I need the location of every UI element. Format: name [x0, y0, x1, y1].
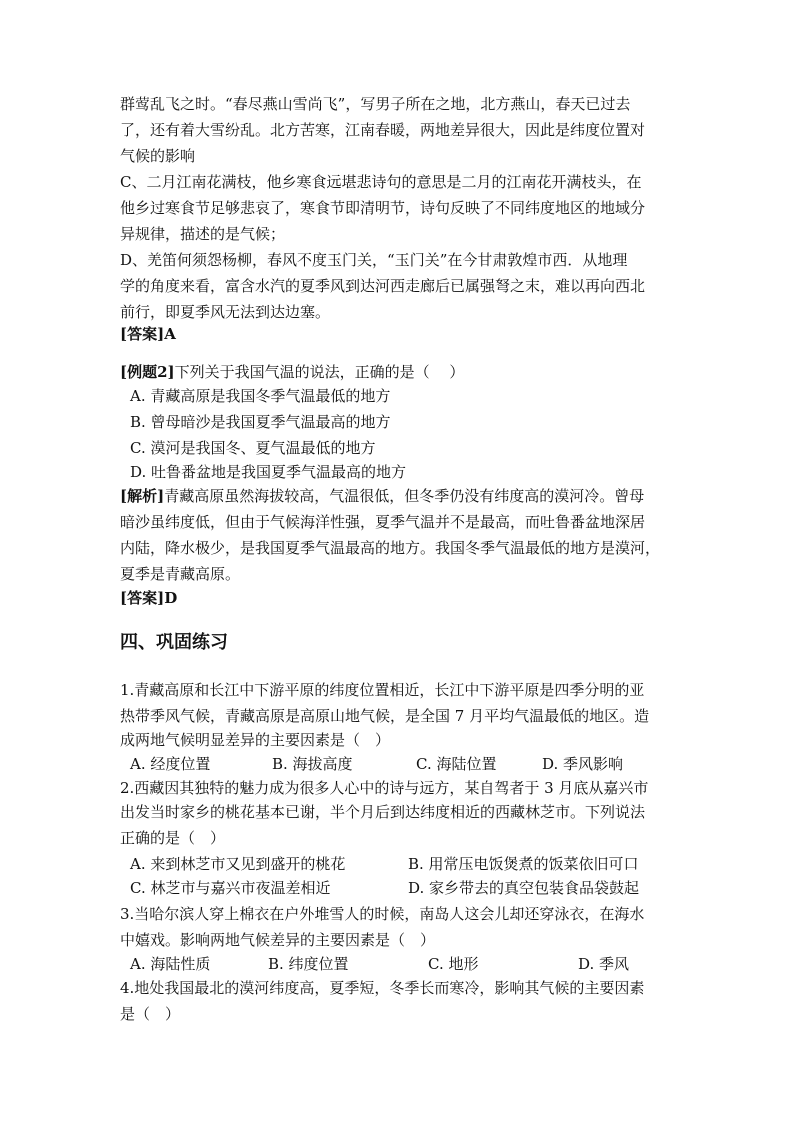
q2-option-d: D. 家乡带去的真空包装食品袋鼓起	[408, 879, 640, 897]
example2-tag: [例题2]	[120, 363, 175, 381]
intro-answer	[120, 322, 176, 346]
example2-question-text: 下列关于我国气温的说法，正确的是（ ）	[174, 363, 465, 381]
example2-analysis-line-4: 夏季是青藏高原。	[120, 565, 241, 583]
q3-line-1: 3.当哈尔滨人穿上棉衣在户外堆雪人的时候，南岛人这会儿却还穿泳衣，在海水	[120, 905, 645, 923]
q1-option-c: C. 海陆位置	[416, 755, 497, 773]
answer-value: D	[164, 589, 178, 607]
intro-line-4: C、二月江南花满枝，他乡寒食远堪悲诗句的意思是二月的江南花开满枝头，在	[120, 173, 642, 191]
intro-line-5: 他乡过寒食节足够悲哀了，寒食节即清明节，诗句反映了不同纬度地区的地域分	[120, 199, 646, 217]
answer-value: A	[164, 325, 176, 343]
q3-line-2: 中嬉戏。影响两地气候差异的主要因素是（ ）	[120, 931, 436, 949]
example2-analysis-line-2: 暗沙虽纬度低，但由于气候海洋性强，夏季气温并不是最高，而吐鲁番盆地深居	[120, 513, 646, 531]
example2-analysis-line-3: 内陆，降水极少，是我国夏季气温最高的地方。我国冬季气温最低的地方是漠河，	[120, 539, 661, 557]
q2-option-a: A. 来到林芝市又见到盛开的桃花	[130, 855, 346, 873]
intro-line-3: 气候的影响	[120, 147, 196, 165]
q3-option-a: A. 海陆性质	[130, 955, 211, 973]
intro-line-6: 异规律，描述的是气候；	[120, 225, 286, 243]
q1-line-1: 1.青藏高原和长江中下游平原的纬度位置相近，长江中下游平原是四季分明的亚	[120, 681, 645, 699]
q2-line-1: 2.西藏因其独特的魅力成为很多人心中的诗与远方，某自驾者于 3 月底从嘉兴市	[120, 779, 649, 797]
intro-line-9: 前行，即夏季风无法到达边塞。	[120, 303, 331, 321]
example2-option-c: C. 漠河是我国冬、夏气温最低的地方	[130, 439, 376, 457]
q3-option-b: B. 纬度位置	[268, 955, 349, 973]
example2-analysis-line-1	[120, 484, 644, 508]
q3-option-d: D. 季风	[578, 955, 630, 973]
intro-line-7: D、羌笛何须怨杨柳，春风不度玉门关，“玉门关”在今甘肃敦煌市西．从地理	[120, 251, 628, 269]
q1-option-d: D. 季风影响	[542, 755, 624, 773]
q1-line-3: 成两地气候明显差异的主要因素是（ ）	[120, 731, 391, 749]
q1-option-b: B. 海拔高度	[272, 755, 353, 773]
answer-tag: [答案]	[120, 325, 165, 343]
example2-option-d: D. 吐鲁番盆地是我国夏季气温最高的地方	[130, 463, 407, 481]
q2-line-3: 正确的是（ ）	[120, 829, 226, 847]
q2-line-2: 出发当时家乡的桃花基本已谢，半个月后到达纬度相近的西藏林芝市。下列说法	[120, 803, 646, 821]
section-heading: 四、巩固练习	[120, 632, 228, 653]
q1-option-a: A. 经度位置	[130, 755, 211, 773]
example2-option-a: A. 青藏高原是我国冬季气温最低的地方	[130, 387, 391, 405]
analysis-text: 青藏高原虽然海拔较高，气温很低，但冬季仍没有纬度高的漠河冷。曾母	[164, 487, 645, 505]
intro-line-2: 了，还有着大雪纷乱。北方苦寒，江南春暖，两地差异很大，因此是纬度位置对	[120, 121, 646, 139]
example2-answer	[120, 586, 177, 610]
q1-line-2: 热带季风气候，青藏高原是高原山地气候，是全国 7 月平均气温最低的地区。造	[120, 707, 650, 725]
intro-line-1: 群莺乱飞之时。“春尽燕山雪尚飞”，写男子所在之地，北方燕山，春天已过去	[120, 95, 631, 113]
q3-option-c: C. 地形	[428, 955, 479, 973]
analysis-tag: [解析]	[120, 487, 165, 505]
q2-option-c: C. 林芝市与嘉兴市夜温差相近	[130, 879, 331, 897]
answer-tag: [答案]	[120, 589, 165, 607]
q2-option-b: B. 用常压电饭煲煮的饭菜依旧可口	[408, 855, 639, 873]
intro-line-8: 学的角度来看，富含水汽的夏季风到达河西走廊后已属强弩之末，难以再向西北	[120, 277, 646, 295]
q4-line-2: 是（ ）	[120, 1005, 181, 1023]
q4-line-1: 4.地处我国最北的漠河纬度高，夏季短，冬季长而寒冷，影响其气候的主要因素	[120, 979, 645, 997]
example2-question	[120, 360, 464, 384]
example2-option-b: B. 曾母暗沙是我国夏季气温最高的地方	[130, 413, 391, 431]
